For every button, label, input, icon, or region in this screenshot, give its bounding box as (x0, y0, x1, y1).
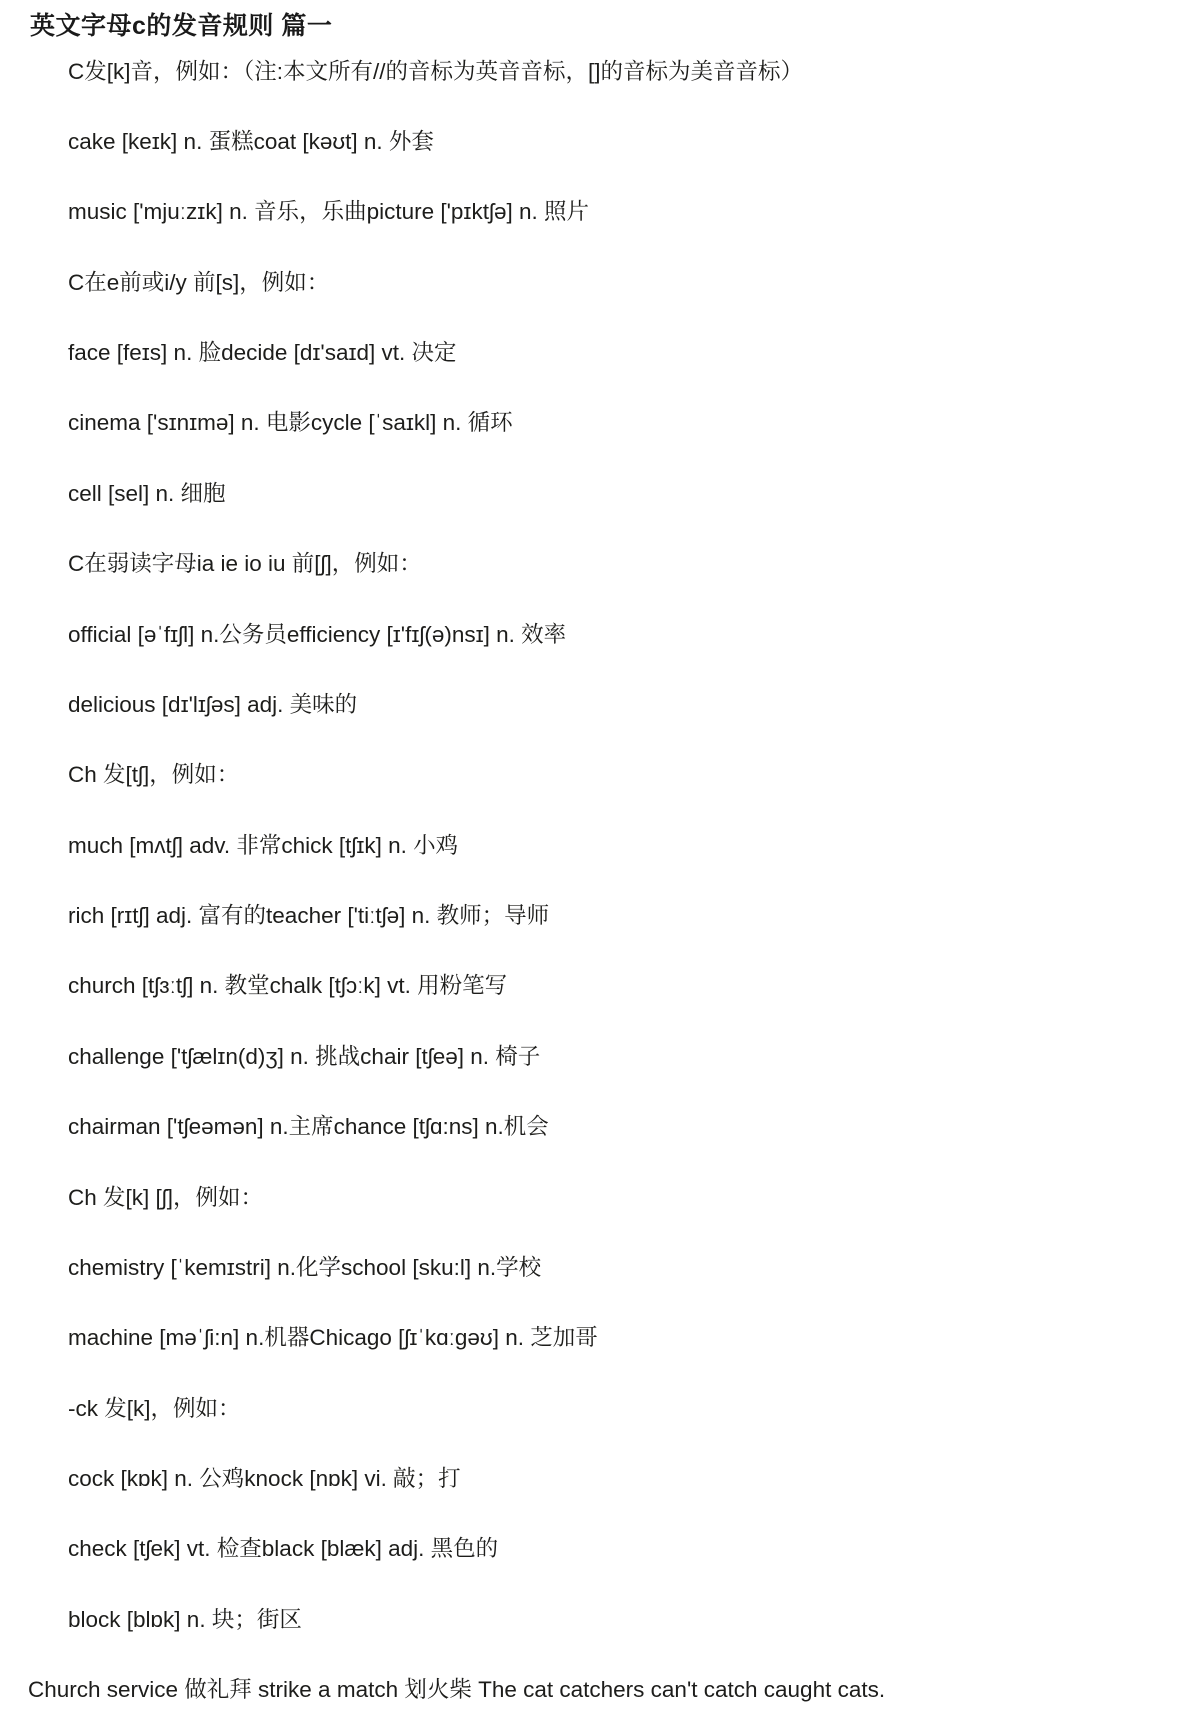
paragraph: delicious [dɪ'lɪʃəs] adj. 美味的 (68, 691, 358, 717)
paragraph: -ck 发[k]，例如： (68, 1395, 241, 1421)
paragraph: chairman ['tʃeəmən] n.主席chance [tʃɑ:ns] n.机会 (68, 1114, 549, 1140)
paragraph: block [blɒk] n. 块；街区 (68, 1606, 302, 1632)
paragraph: cake [keɪk] n. 蛋糕coat [kəʊt] n. 外套 (68, 128, 434, 154)
paragraph: Ch 发[k] [ʃ]，例如： (68, 1184, 264, 1210)
paragraph: cell [sel] n. 细胞 (68, 480, 226, 506)
paragraph: Church service 做礼拜 strike a match 划火柴 The cat catchers can't catch caught cats. (28, 1677, 886, 1703)
paragraph: challenge ['tʃælɪn(d)ʒ] n. 挑战chair [tʃeə] n. 椅子 (68, 1043, 541, 1069)
paragraph: music ['mjuːzɪk] n. 音乐，乐曲picture ['pɪktʃə] n. 照片 (68, 199, 589, 225)
paragraph: chemistry [ˈkemɪstri] n.化学school [sku:l] n.学校 (68, 1254, 542, 1280)
paragraph: church [tʃɜːtʃ] n. 教堂chalk [tʃɔːk] vt. 用粉笔写 (68, 973, 508, 999)
paragraph: official [əˈfɪʃl] n.公务员efficiency [ɪ'fɪʃ(ə)nsɪ] n. 效率 (68, 621, 567, 647)
paragraph: C在e前或i/y 前[s]，例如： (68, 269, 330, 295)
paragraph: C在弱读字母ia ie io iu 前[ʃ]，例如： (68, 551, 422, 577)
paragraph: check [tʃek] vt. 检查black [blæk] adj. 黑色的 (68, 1536, 499, 1562)
paragraph: Ch 发[tʃ]，例如： (68, 762, 240, 788)
paragraph: much [mʌtʃ] adv. 非常chick [tʃɪk] n. 小鸡 (68, 832, 459, 858)
paragraph: cinema ['sɪnɪmə] n. 电影cycle [ˈsaɪkl] n. 循环 (68, 410, 513, 436)
paragraph: cock [kɒk] n. 公鸡knock [nɒk] vi. 敲；打 (68, 1466, 461, 1491)
paragraph: machine [məˈʃi:n] n.机器Chicago [ʃɪˈkɑːgəʊ] n. 芝加哥 (68, 1325, 598, 1351)
paragraph: face [feɪs] n. 脸decide [dɪ'saɪd] vt. 决定 (68, 340, 457, 365)
page-title: 英文字母c的发音规则 篇一 (30, 12, 333, 40)
paragraph: rich [rɪtʃ] adj. 富有的teacher ['tiːtʃə] n. 教师；导师 (68, 903, 550, 928)
document-body (28, 57, 1164, 1706)
paragraph: C发[k]音，例如：（注:本文所有//的音标为英音音标，[]的音标为美音音标） (68, 58, 804, 84)
